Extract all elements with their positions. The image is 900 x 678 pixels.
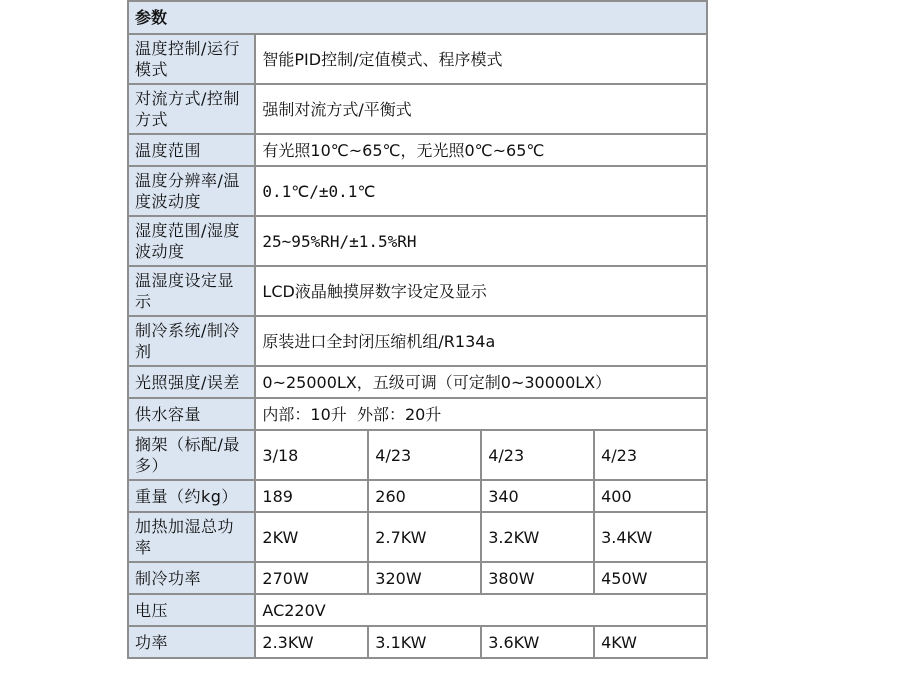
- cell-value: 4/23: [369, 431, 480, 479]
- table-header-row: [129, 2, 706, 33]
- cell-value: 260: [369, 481, 480, 511]
- table-row: [129, 563, 706, 593]
- row-value: 智能PID控制/定值模式、程序模式: [256, 35, 706, 83]
- row-value: LCD液晶触摸屏数字设定及显示: [256, 267, 706, 315]
- cell-value: 270W: [256, 563, 367, 593]
- row-value: 有光照10℃~65℃，无光照0℃~65℃: [256, 135, 706, 165]
- row-value: 内部：10升 外部：20升: [256, 399, 706, 429]
- table-row: [129, 35, 706, 83]
- table-header: 参数: [129, 2, 706, 33]
- row-value: 25~95%RH/±1.5%RH: [256, 217, 706, 265]
- row-label: 温度分辨率/温度波动度: [129, 167, 254, 215]
- row-value: 强制对流方式/平衡式: [256, 85, 706, 133]
- row-label: 温湿度设定显示: [129, 267, 254, 315]
- row-label: 制冷系统/制冷剂: [129, 317, 254, 365]
- row-label: 温度范围: [129, 135, 254, 165]
- cell-value: 4/23: [482, 431, 593, 479]
- table-row: [129, 627, 706, 657]
- table-row: [129, 513, 706, 561]
- table-row: [129, 317, 706, 365]
- row-label: 重量（约kg）: [129, 481, 254, 511]
- cell-value: 2KW: [256, 513, 367, 561]
- row-label: 加热加湿总功率: [129, 513, 254, 561]
- cell-value: 4/23: [595, 431, 706, 479]
- row-value: AC220V: [256, 595, 706, 625]
- cell-value: 2.7KW: [369, 513, 480, 561]
- cell-value: 2.3KW: [256, 627, 367, 657]
- table-row: [129, 399, 706, 429]
- row-label: 光照强度/误差: [129, 367, 254, 397]
- cell-value: 3.4KW: [595, 513, 706, 561]
- table-row: [129, 481, 706, 511]
- row-value: 0~25000LX，五级可调（可定制0~30000LX）: [256, 367, 706, 397]
- cell-value: 3.1KW: [369, 627, 480, 657]
- cell-value: 4KW: [595, 627, 706, 657]
- cell-value: 189: [256, 481, 367, 511]
- row-value: 原装进口全封闭压缩机组/R134a: [256, 317, 706, 365]
- table-row: [129, 367, 706, 397]
- cell-value: 380W: [482, 563, 593, 593]
- cell-value: 400: [595, 481, 706, 511]
- cell-value: 320W: [369, 563, 480, 593]
- cell-value: 3.6KW: [482, 627, 593, 657]
- row-value: 0.1℃/±0.1℃: [256, 167, 706, 215]
- spec-table: [127, 0, 708, 659]
- table-row: [129, 135, 706, 165]
- row-label: 对流方式/控制方式: [129, 85, 254, 133]
- cell-value: 340: [482, 481, 593, 511]
- cell-value: 450W: [595, 563, 706, 593]
- row-label: 搁架（标配/最多）: [129, 431, 254, 479]
- row-label: 温度控制/运行模式: [129, 35, 254, 83]
- table-row: [129, 595, 706, 625]
- row-label: 供水容量: [129, 399, 254, 429]
- cell-value: 3/18: [256, 431, 367, 479]
- row-label: 功率: [129, 627, 254, 657]
- table-row: [129, 431, 706, 479]
- row-label: 制冷功率: [129, 563, 254, 593]
- row-label: 湿度范围/湿度波动度: [129, 217, 254, 265]
- table-row: [129, 217, 706, 265]
- table-row: [129, 167, 706, 215]
- row-label: 电压: [129, 595, 254, 625]
- table-row: [129, 267, 706, 315]
- table-row: [129, 85, 706, 133]
- cell-value: 3.2KW: [482, 513, 593, 561]
